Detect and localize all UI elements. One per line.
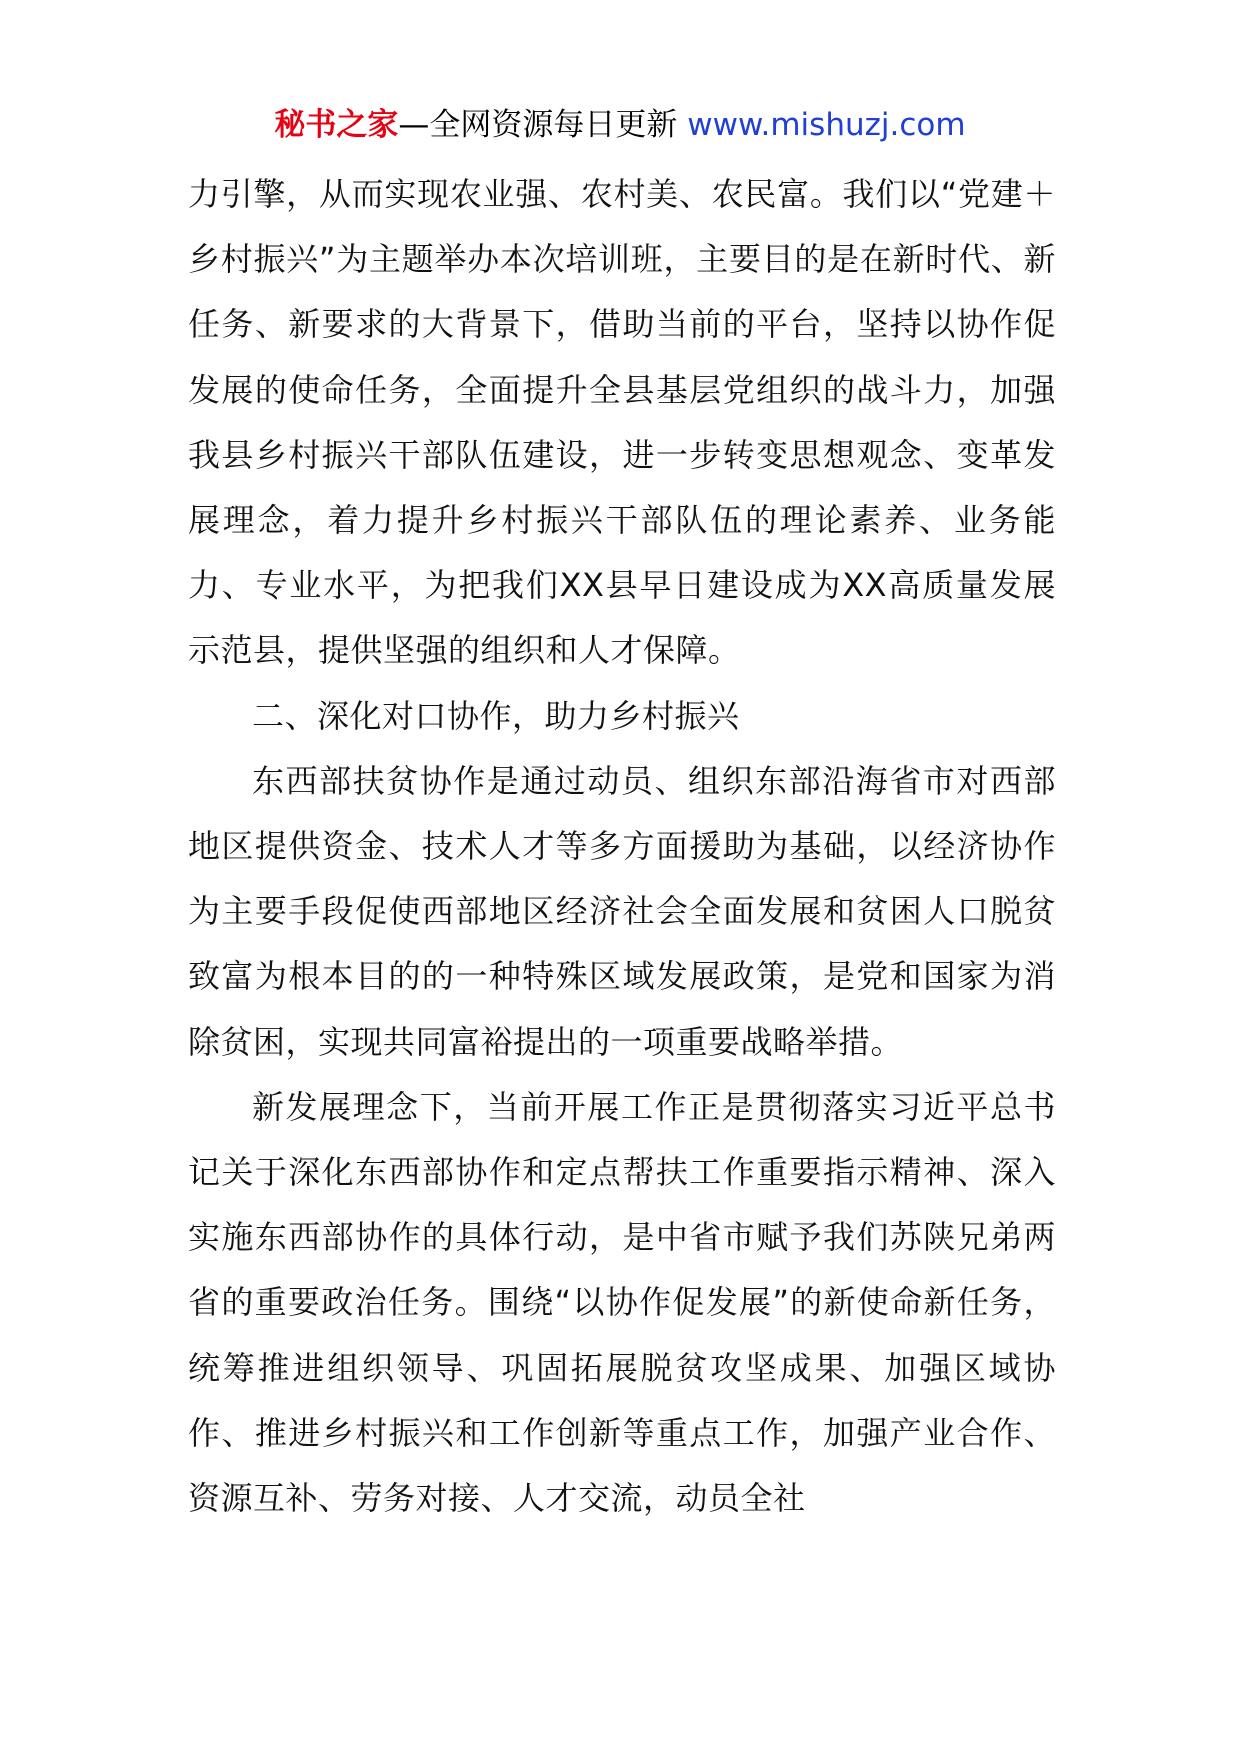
page-header bbox=[0, 98, 1240, 152]
header-url-link[interactable]: www.mishuzj.com bbox=[687, 107, 966, 143]
section-heading: 二、深化对口协作，助力乡村振兴 bbox=[252, 696, 740, 735]
paragraph-continued: 力引擎，从而实现农业强、农村美、农民富。我们以“党建＋乡村振兴”为主题举办本次培训班，主要目的是在新时代、新任务、新要求的大背景下，借助当前的平台，坚持以协作促发展的使命任务，全面提升全县基层党组织的战斗力，加强我县乡村振兴干部队伍建设，进一步转变思想观念、变革发展理念，着力提升乡村振兴干部队伍的理论素养、业务能力、专业水平，为把我们XX县早日建设成为XX高质量发展示范县，提供坚强的组织和人才保障。 bbox=[188, 175, 1056, 670]
header-tagline: —全网资源每日更新 bbox=[398, 107, 678, 143]
paragraph: 东西部扶贫协作是通过动员、组织东部沿海省市对西部地区提供资金、技术人才等多方面援助为基础，以经济协作为主要手段促使西部地区经济社会全面发展和贫困人口脱贫致富为根本目的的一种特殊区域发展政策，是党和国家为消除贫困，实现共同富裕提出的一项重要战略举措。 bbox=[188, 761, 1056, 1061]
document-body bbox=[188, 162, 1056, 1531]
header-brand: 秘书之家 bbox=[274, 107, 399, 143]
paragraph: 新发展理念下，当前开展工作正是贯彻落实习近平总书记关于深化东西部协作和定点帮扶工作重要指示精神、深入实施东西部协作的具体行动，是中省市赋予我们苏陕兄弟两省的重要政治任务。围绕“以协作促发展”的新使命新任务，统筹推进组织领导、巩固拓展脱贫攻坚成果、加强区域协作、推进乡村振兴和工作创新等重点工作，加强产业合作、资源互补、劳务对接、人才交流，动员全社 bbox=[188, 1087, 1056, 1518]
